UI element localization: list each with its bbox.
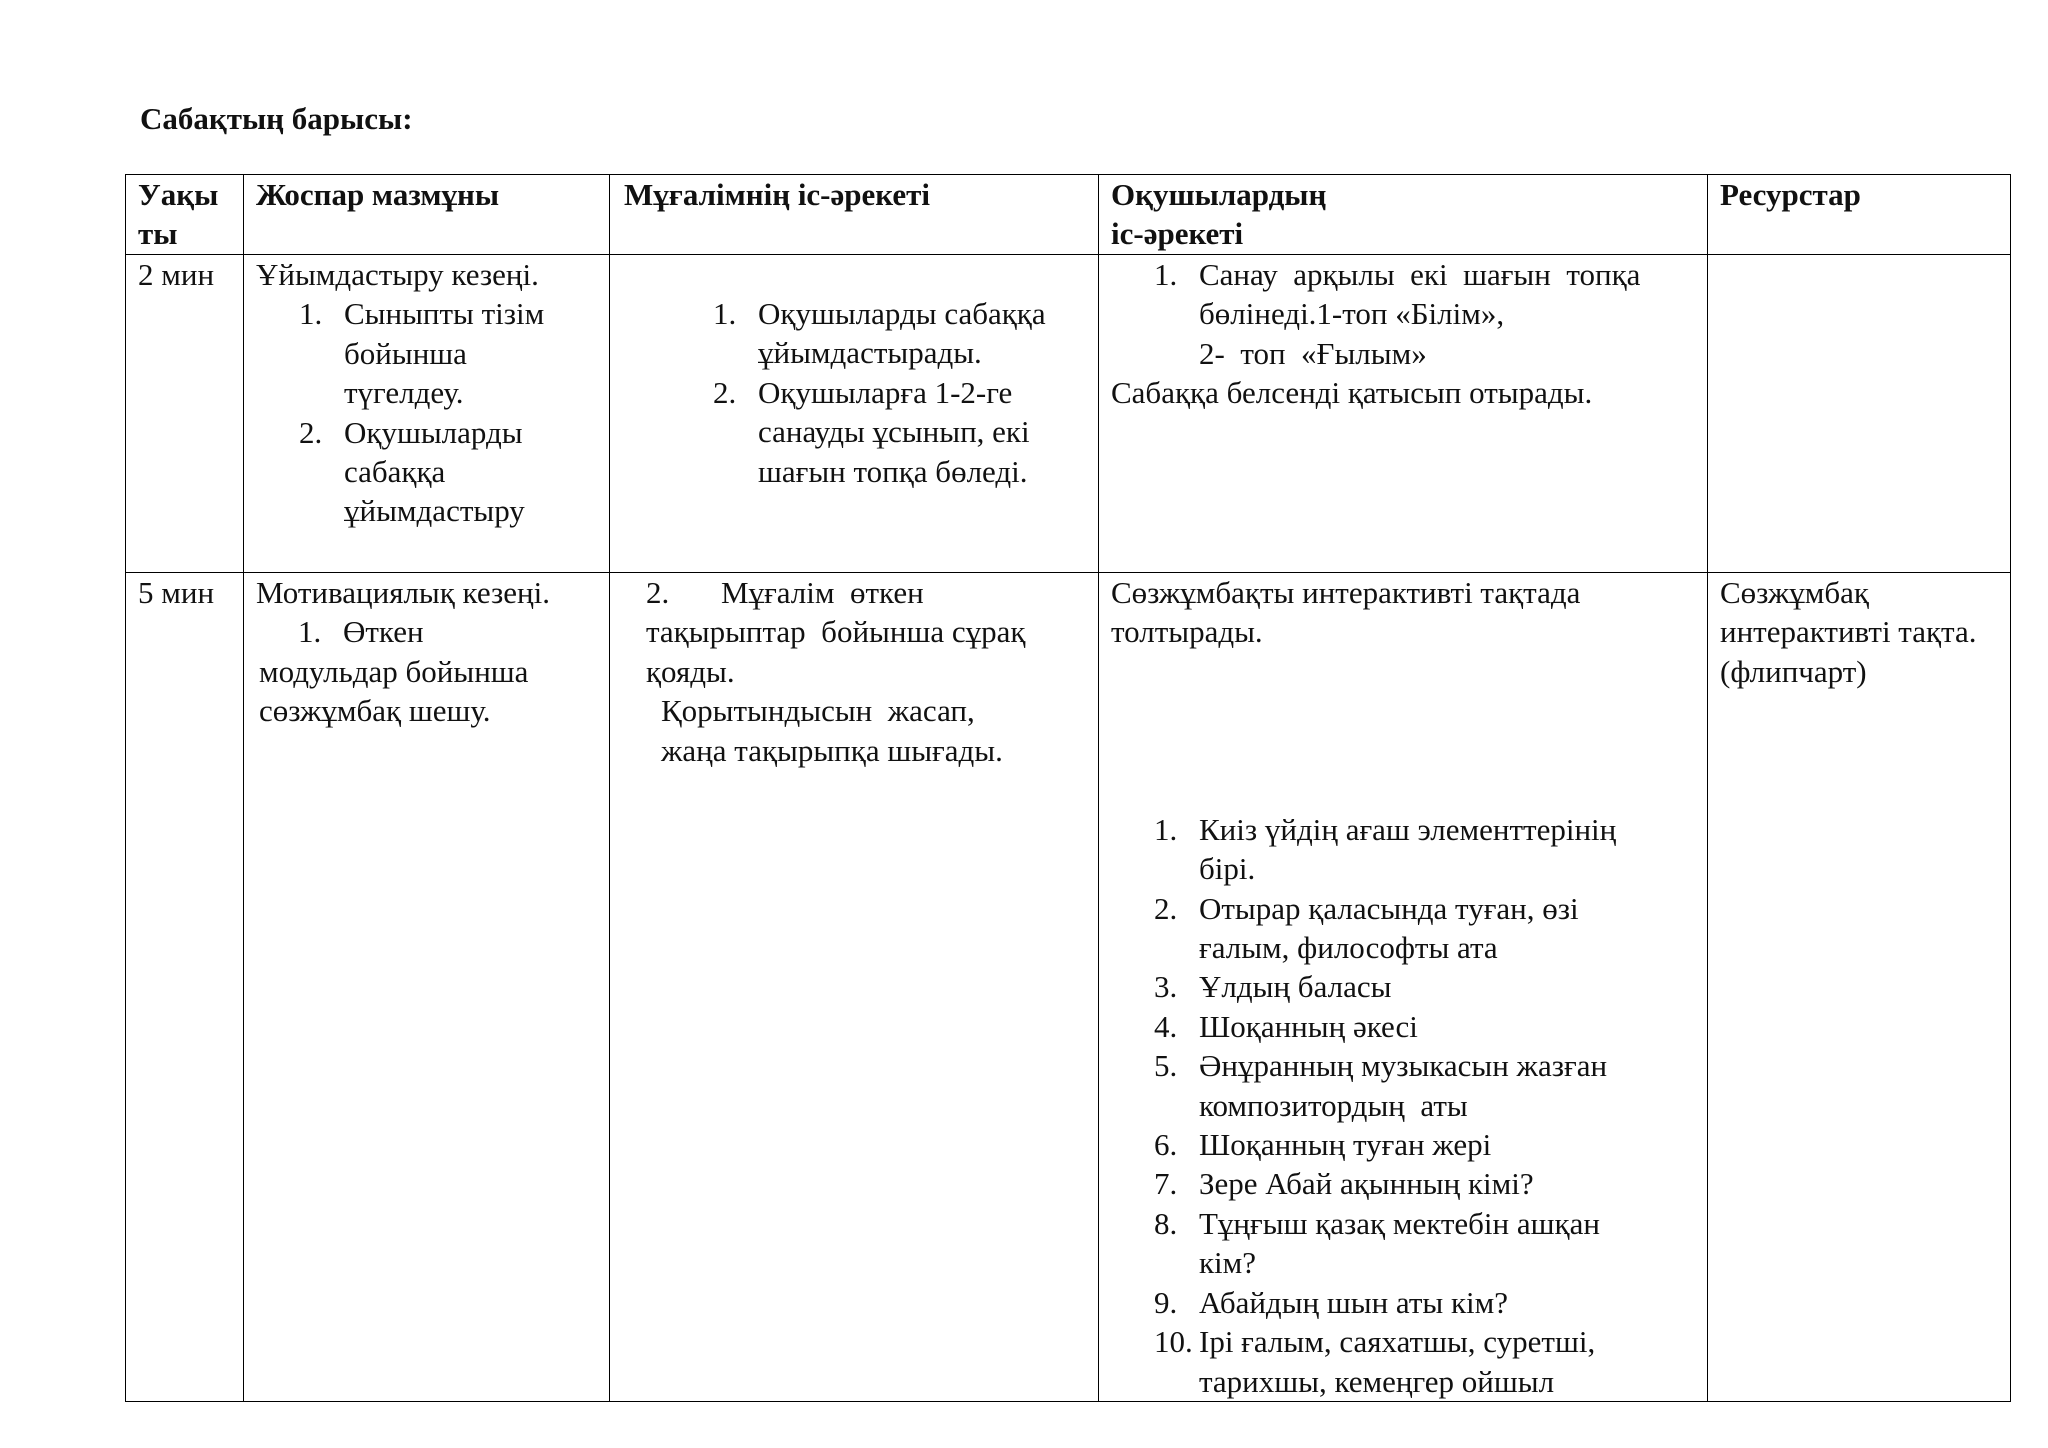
list-line: Ұлдың баласы	[1199, 969, 1392, 1005]
list-line: сөзжұмбақ шешу.	[259, 693, 491, 729]
list-item	[299, 294, 597, 412]
teacher-summary-line: жаңа тақырыпқа шығады.	[661, 732, 1003, 768]
list-item	[1154, 255, 1695, 373]
header-time	[126, 175, 244, 255]
list-item	[1154, 1204, 1695, 1283]
list-line: кім?	[1199, 1245, 1257, 1281]
list-line: Зере Абай ақынның кімі?	[1199, 1166, 1534, 1202]
resource-line: Сөзжұмбақ	[1720, 575, 1869, 610]
list-number: 8.	[1154, 1205, 1178, 1241]
cell-resources	[1708, 255, 2011, 573]
cell-teacher	[610, 255, 1099, 573]
plan-item	[256, 612, 597, 651]
list-item	[1154, 1164, 1695, 1203]
list-line: Шоқанның туған жері	[1199, 1127, 1492, 1163]
list-line: Өткен	[343, 614, 424, 650]
header-plan: Жоспар мазмұны	[244, 175, 610, 255]
list-line: ұйымдастырады.	[758, 335, 982, 371]
list-line: ғалым, философты ата	[1199, 930, 1498, 966]
list-item	[1154, 1322, 1695, 1401]
list-number: 2.	[713, 374, 737, 410]
header-resources: Ресурстар	[1708, 175, 2011, 255]
list-item	[713, 294, 1086, 373]
header-students-line: іс-әрекеті	[1111, 216, 1244, 252]
students-intro-line: Сөзжұмбақты интерактивті тақтада	[1111, 575, 1581, 610]
list-line: қояды.	[646, 653, 735, 689]
list-line: тақырыптар бойынша сұрақ	[646, 614, 1026, 650]
list-number: 7.	[1154, 1166, 1178, 1202]
list-item	[299, 413, 597, 531]
cell-plan	[244, 255, 610, 573]
students-list	[1111, 255, 1695, 373]
list-line: Отырар қаласында туған, өзі	[1199, 890, 1579, 926]
list-line: 2- топ «Ғылым»	[1199, 335, 1427, 371]
header-students	[1099, 175, 1708, 255]
cell-resources	[1708, 573, 2011, 1402]
list-item	[713, 373, 1086, 491]
cell-time: 5 мин	[126, 573, 244, 1402]
list-line: бойынша	[344, 335, 467, 371]
cell-students	[1099, 573, 1708, 1402]
plan-list	[256, 294, 597, 530]
list-number: 10.	[1154, 1324, 1193, 1360]
list-number: 6.	[1154, 1127, 1178, 1163]
list-number: 3.	[1154, 969, 1178, 1005]
list-line: ұйымдастыру	[344, 493, 525, 529]
header-teacher: Мұғалімнің іс-әрекеті	[610, 175, 1099, 255]
list-line: Әнұранның музыкасын жазған	[1199, 1048, 1608, 1084]
list-item	[1154, 1283, 1695, 1322]
list-line: түгелдеу.	[344, 375, 464, 411]
teacher-item	[646, 573, 1086, 612]
header-time-line: ты	[138, 216, 178, 252]
list-line: композитордың аты	[1199, 1087, 1468, 1123]
list-number: 2.	[646, 575, 670, 610]
list-line: тарихшы, кемеңгер ойшыл	[1199, 1363, 1555, 1399]
list-line: Киіз үйдің ағаш элементтерінің	[1199, 811, 1617, 847]
list-line: Санау арқылы екі шағын топқа	[1199, 257, 1641, 292]
list-line: шағын топқа бөледі.	[758, 453, 1028, 489]
list-line: Тұңғыш қазақ мектебін ашқан	[1199, 1205, 1600, 1241]
header-students-line: Оқушылардың	[1111, 177, 1327, 212]
list-number: 1.	[1154, 257, 1178, 292]
lesson-plan-table	[125, 174, 2011, 1402]
teacher-summary-line: Қорытындысын жасап,	[661, 693, 975, 729]
list-line: Сыныпты тізім	[344, 296, 545, 332]
plan-title: Мотивациялық кезеңі.	[256, 575, 550, 610]
list-line: Шоқанның әкесі	[1199, 1008, 1418, 1044]
list-line: сабаққа	[344, 454, 446, 490]
list-number: 1.	[298, 614, 322, 650]
list-number: 1.	[1154, 811, 1178, 847]
list-number: 4.	[1154, 1008, 1178, 1044]
list-number: 2.	[1154, 890, 1178, 926]
list-item	[1154, 1007, 1695, 1046]
resource-line: интерактивті тақта.	[1720, 614, 1977, 650]
list-item	[1154, 1125, 1695, 1164]
list-item	[1154, 1046, 1695, 1125]
plan-title: Ұйымдастыру кезеңі.	[256, 257, 539, 292]
list-line: санауды ұсынып, екі	[758, 414, 1030, 450]
list-item	[1154, 810, 1695, 889]
table-row	[126, 573, 2011, 1402]
table-row	[126, 255, 2011, 573]
list-line: бөлінеді.1-топ «Білім»,	[1199, 296, 1505, 332]
list-line: Оқушыларды	[344, 414, 523, 450]
list-number: 5.	[1154, 1048, 1178, 1084]
teacher-list	[622, 294, 1086, 491]
resource-line: (флипчарт)	[1720, 653, 1867, 689]
students-intro-line: толтырады.	[1111, 614, 1263, 650]
list-line: модульдар бойынша	[259, 653, 529, 689]
list-item	[1154, 889, 1695, 968]
list-number: 2.	[299, 414, 323, 450]
students-note: Сабаққа белсенді қатысып отырады.	[1111, 375, 1593, 411]
list-number: 1.	[713, 296, 737, 331]
list-line: Оқушыларды сабаққа	[758, 296, 1046, 331]
list-line: Абайдың шын аты кім?	[1199, 1284, 1509, 1320]
table-header-row	[126, 175, 2011, 255]
cell-teacher	[610, 573, 1099, 1402]
crossword-questions-list	[1111, 810, 1695, 1401]
list-number: 1.	[299, 296, 323, 332]
list-line: Ірі ғалым, саяхатшы, суретші,	[1199, 1324, 1596, 1360]
list-number: 9.	[1154, 1284, 1178, 1320]
header-time-line: Уақы	[138, 177, 219, 212]
list-line: бірі.	[1199, 851, 1256, 887]
cell-time: 2 мин	[126, 255, 244, 573]
list-line: Оқушыларға 1-2-ге	[758, 374, 1013, 410]
list-line: Мұғалім өткен	[721, 575, 924, 610]
cell-students	[1099, 255, 1708, 573]
page-title: Сабақтың барысы:	[140, 101, 413, 136]
cell-plan	[244, 573, 610, 1402]
list-item	[1154, 967, 1695, 1006]
